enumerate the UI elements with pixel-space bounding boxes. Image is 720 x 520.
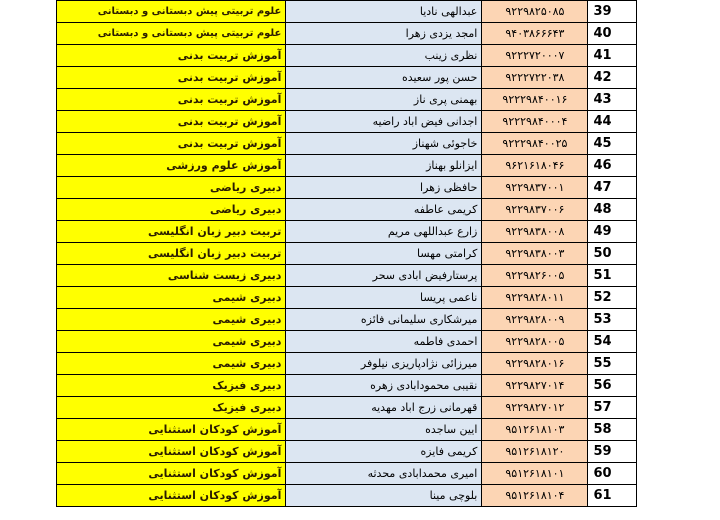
field-cell: تربیت دبیر زبان انگلیسی xyxy=(57,243,286,265)
table-row xyxy=(57,45,637,67)
table-row xyxy=(57,331,637,353)
row-number-cell: 52 xyxy=(588,287,637,309)
field-cell: آموزش کودکان استثنایی xyxy=(57,463,286,485)
code-cell: ۹۲۲۲۷۲۰۰۰۷ xyxy=(482,45,588,67)
table-row xyxy=(57,23,637,45)
table-row xyxy=(57,89,637,111)
code-cell: ۹۲۲۹۸۳۸۰۰۸ xyxy=(482,221,588,243)
student-table-grid xyxy=(56,0,637,507)
row-number-cell: 39 xyxy=(588,1,637,23)
field-cell: آموزش کودکان استثنایی xyxy=(57,419,286,441)
row-number-cell: 56 xyxy=(588,375,637,397)
row-number-cell: 55 xyxy=(588,353,637,375)
table-row xyxy=(57,111,637,133)
row-number-cell: 51 xyxy=(588,265,637,287)
row-number-cell: 44 xyxy=(588,111,637,133)
row-number-cell: 47 xyxy=(588,177,637,199)
code-cell: ۹۲۲۹۸۲۶۰۰۵ xyxy=(482,265,588,287)
name-cell: امیری محمدابادی محدثه xyxy=(286,463,482,485)
row-number-cell: 40 xyxy=(588,23,637,45)
field-cell: دبیری شیمی xyxy=(57,331,286,353)
field-cell: تربیت دبیر زبان انگلیسی xyxy=(57,221,286,243)
field-cell: دبیری شیمی xyxy=(57,309,286,331)
table-row xyxy=(57,485,637,507)
code-cell: ۹۵۱۲۶۱۸۱۰۴ xyxy=(482,485,588,507)
table-row xyxy=(57,463,637,485)
row-number-cell: 58 xyxy=(588,419,637,441)
name-cell: کریمی فایزه xyxy=(286,441,482,463)
field-cell: آموزش علوم ورزشی xyxy=(57,155,286,177)
name-cell: نظری زینب xyxy=(286,45,482,67)
name-cell: کریمی عاطفه xyxy=(286,199,482,221)
field-cell: آموزش کودکان استثنایی xyxy=(57,441,286,463)
row-number-cell: 59 xyxy=(588,441,637,463)
field-cell: دبیری ریاضی xyxy=(57,177,286,199)
name-cell: حسن پور سعیده xyxy=(286,67,482,89)
field-cell: علوم تربیتی پیش دبستانی و دبستانی xyxy=(57,23,286,45)
student-table-body xyxy=(57,1,637,507)
field-cell: آموزش کودکان استثنایی xyxy=(57,485,286,507)
table-row xyxy=(57,177,637,199)
name-cell: ایین ساجده xyxy=(286,419,482,441)
name-cell: کرامتی مهسا xyxy=(286,243,482,265)
table-row xyxy=(57,221,637,243)
table-row xyxy=(57,199,637,221)
name-cell: ایزانلو بهناز xyxy=(286,155,482,177)
row-number-cell: 42 xyxy=(588,67,637,89)
code-cell: ۹۲۲۹۸۳۷۰۰۱ xyxy=(482,177,588,199)
table-row xyxy=(57,353,637,375)
row-number-cell: 46 xyxy=(588,155,637,177)
table-row xyxy=(57,265,637,287)
name-cell: قهرمانی زرج اباد مهدیه xyxy=(286,397,482,419)
row-number-cell: 61 xyxy=(588,485,637,507)
code-cell: ۹۵۱۲۶۱۸۱۰۳ xyxy=(482,419,588,441)
table-row xyxy=(57,155,637,177)
field-cell: آموزش تربیت بدنی xyxy=(57,89,286,111)
field-cell: آموزش تربیت بدنی xyxy=(57,111,286,133)
code-cell: ۹۵۱۲۶۱۸۱۲۰ xyxy=(482,441,588,463)
code-cell: ۹۲۲۲۹۸۴۰۰۲۵ xyxy=(482,133,588,155)
field-cell: دبیری فیزیک xyxy=(57,397,286,419)
code-cell: ۹۲۲۲۹۸۴۰۰۱۶ xyxy=(482,89,588,111)
field-cell: علوم تربیتی پیش دبستانی و دبستانی xyxy=(57,1,286,23)
field-cell: آموزش تربیت بدنی xyxy=(57,133,286,155)
name-cell: زارع عبداللهی مریم xyxy=(286,221,482,243)
field-cell: دبیری ریاضی xyxy=(57,199,286,221)
name-cell: امجد یزدی زهرا xyxy=(286,23,482,45)
student-table xyxy=(56,0,637,507)
name-cell: احمدی فاطمه xyxy=(286,331,482,353)
table-row xyxy=(57,397,637,419)
name-cell: پرستارفیض ابادی سحر xyxy=(286,265,482,287)
code-cell: ۹۲۲۹۸۲۸۰۱۱ xyxy=(482,287,588,309)
row-number-cell: 49 xyxy=(588,221,637,243)
field-cell: دبیری زیست شناسی xyxy=(57,265,286,287)
table-row xyxy=(57,287,637,309)
row-number-cell: 41 xyxy=(588,45,637,67)
name-cell: عبدالهی نادیا xyxy=(286,1,482,23)
name-cell: ناعمی پریسا xyxy=(286,287,482,309)
row-number-cell: 45 xyxy=(588,133,637,155)
table-row xyxy=(57,309,637,331)
table-row xyxy=(57,375,637,397)
table-row xyxy=(57,419,637,441)
field-cell: دبیری شیمی xyxy=(57,353,286,375)
name-cell: خاجوئی شهناز xyxy=(286,133,482,155)
code-cell: ۹۲۲۹۸۳۸۰۰۳ xyxy=(482,243,588,265)
code-cell: ۹۵۱۲۶۱۸۱۰۱ xyxy=(482,463,588,485)
table-row xyxy=(57,243,637,265)
row-number-cell: 54 xyxy=(588,331,637,353)
field-cell: آموزش تربیت بدنی xyxy=(57,45,286,67)
name-cell: میرشکاری سلیمانی فائزه xyxy=(286,309,482,331)
row-number-cell: 53 xyxy=(588,309,637,331)
table-row xyxy=(57,133,637,155)
name-cell: میرزائی نژادپاریزی نیلوفر xyxy=(286,353,482,375)
row-number-cell: 57 xyxy=(588,397,637,419)
code-cell: ۹۲۲۲۹۸۴۰۰۰۴ xyxy=(482,111,588,133)
table-row xyxy=(57,67,637,89)
row-number-cell: 48 xyxy=(588,199,637,221)
row-number-cell: 43 xyxy=(588,89,637,111)
code-cell: ۹۲۲۲۷۲۲۰۳۸ xyxy=(482,67,588,89)
code-cell: ۹۲۲۹۸۲۸۰۰۹ xyxy=(482,309,588,331)
table-row xyxy=(57,1,637,23)
name-cell: نقیبی محمودابادی زهره xyxy=(286,375,482,397)
table-row xyxy=(57,441,637,463)
code-cell: ۹۲۲۹۸۲۵۰۸۵ xyxy=(482,1,588,23)
code-cell: ۹۲۲۹۸۳۷۰۰۶ xyxy=(482,199,588,221)
field-cell: آموزش تربیت بدنی xyxy=(57,67,286,89)
row-number-cell: 60 xyxy=(588,463,637,485)
name-cell: اجدانی فیض اباد راضیه xyxy=(286,111,482,133)
row-number-cell: 50 xyxy=(588,243,637,265)
code-cell: ۹۲۲۹۸۲۷۰۱۴ xyxy=(482,375,588,397)
code-cell: ۹۶۲۱۶۱۸۰۴۶ xyxy=(482,155,588,177)
field-cell: دبیری فیزیک xyxy=(57,375,286,397)
name-cell: بلوچی مینا xyxy=(286,485,482,507)
code-cell: ۹۲۲۹۸۲۸۰۱۶ xyxy=(482,353,588,375)
field-cell: دبیری شیمی xyxy=(57,287,286,309)
code-cell: ۹۴۰۳۸۶۶۶۴۳ xyxy=(482,23,588,45)
name-cell: بهمنی پری ناز xyxy=(286,89,482,111)
code-cell: ۹۲۲۹۸۲۸۰۰۵ xyxy=(482,331,588,353)
name-cell: حافظی زهرا xyxy=(286,177,482,199)
code-cell: ۹۲۲۹۸۲۷۰۱۲ xyxy=(482,397,588,419)
